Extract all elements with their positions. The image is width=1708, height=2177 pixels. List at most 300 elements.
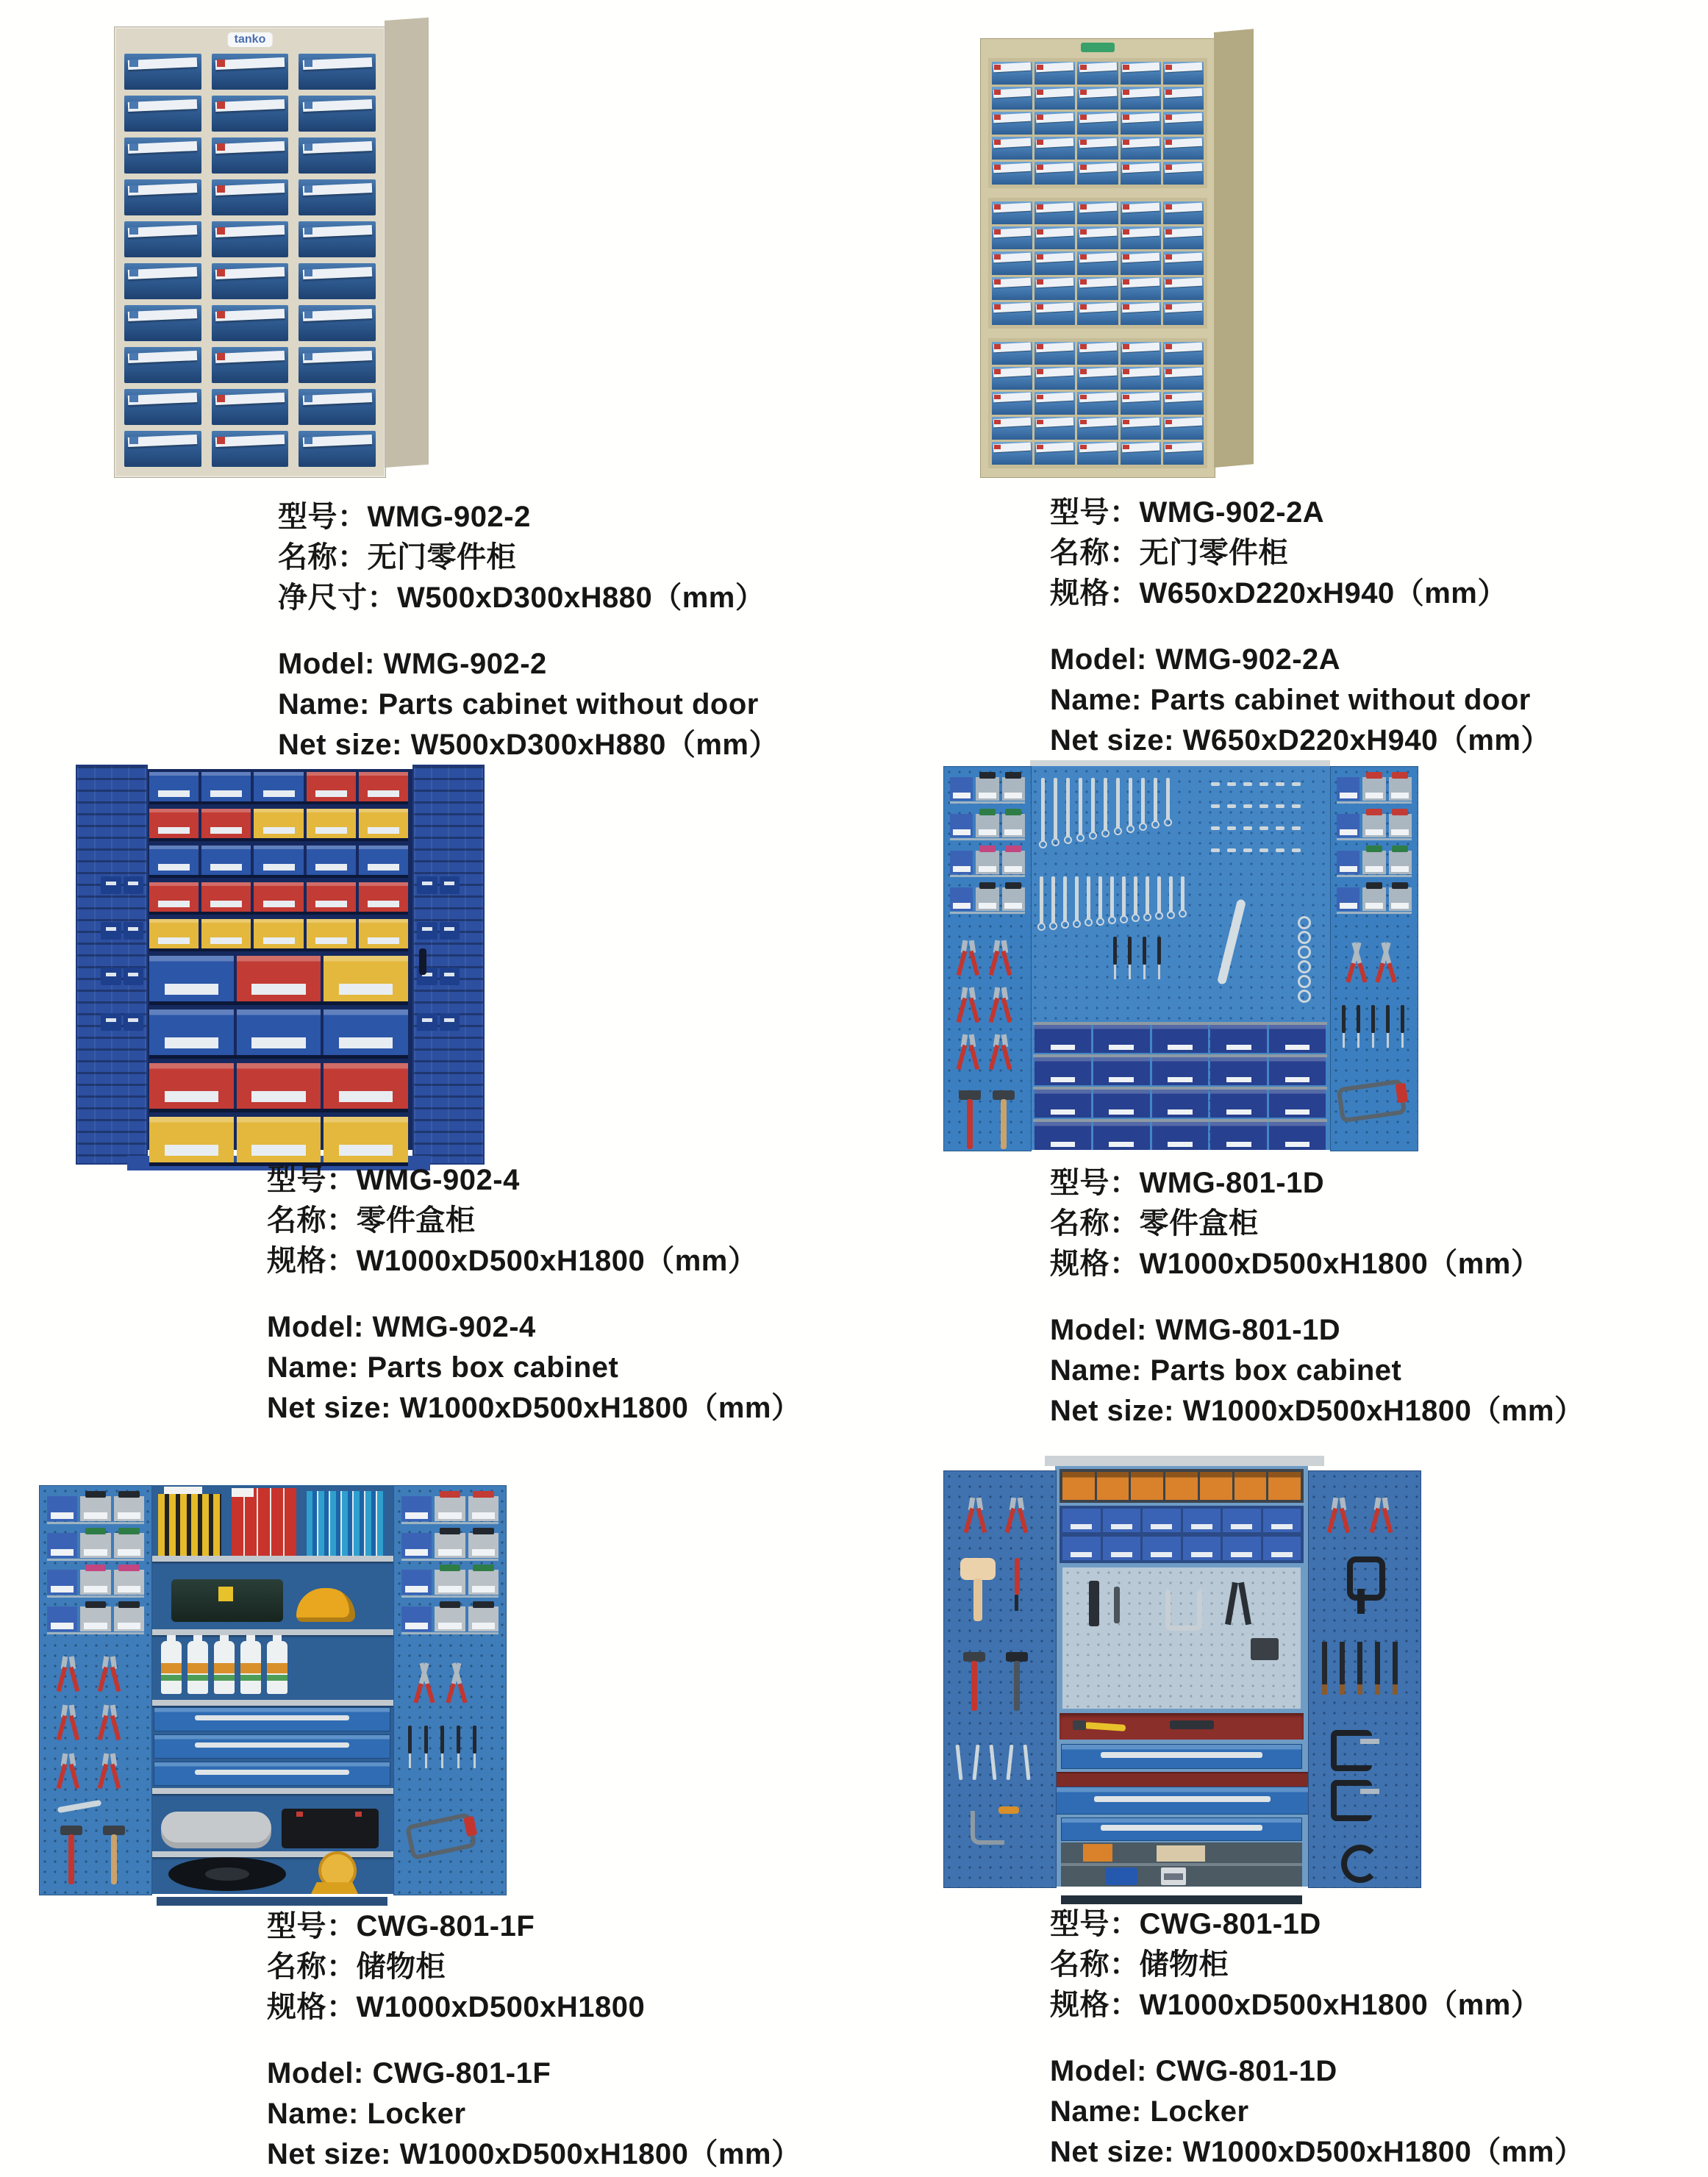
- drawer-tag: [1123, 254, 1129, 260]
- figure-part: [69, 1764, 80, 1789]
- storage-bin: [307, 919, 356, 948]
- spec-name-cn: 名称：零件盒柜: [267, 1204, 476, 1237]
- door-bin: [1002, 814, 1025, 837]
- bottle-cap: [193, 1635, 202, 1642]
- drawer-tag: [217, 60, 226, 67]
- door-bin-label: [1365, 829, 1383, 835]
- drawer-bin: [1035, 226, 1075, 249]
- drawer-tag: [1165, 344, 1172, 349]
- spec-size-en: Net size: W1000xD500xH1800（mm）: [1050, 1395, 1584, 1427]
- bin-label: [251, 1145, 305, 1156]
- door-bin-label: [405, 1586, 428, 1592]
- drawer-bin: [992, 201, 1032, 224]
- hook-hardware: [1243, 826, 1252, 830]
- door-bin-row: [1337, 777, 1412, 801]
- drawer-tag: [994, 165, 1001, 170]
- storage-bin: [1035, 1122, 1091, 1150]
- pliers-icon: [100, 1656, 119, 1695]
- spec-name-cn: 名称：无门零件柜: [1050, 537, 1288, 569]
- wrench-icon: [1039, 778, 1047, 848]
- door-bin-label: [51, 1512, 74, 1519]
- bin-label: [1285, 1045, 1310, 1051]
- door-bin-label: [444, 973, 454, 976]
- storage-bin: [1143, 1509, 1181, 1532]
- bin-contents: [473, 1565, 494, 1571]
- bin-contents: [440, 1565, 461, 1571]
- drawer-bin: [992, 137, 1032, 160]
- storage-bin: [359, 772, 408, 801]
- right-door: [1308, 1470, 1421, 1888]
- storage-bin: [149, 956, 234, 1001]
- drawer-tag: [129, 185, 138, 193]
- drawer-bin: [212, 347, 289, 383]
- drawer-bin: [299, 431, 376, 467]
- bin-contents: [979, 809, 996, 815]
- chisel: [1340, 1642, 1345, 1684]
- drawer-tag: [1123, 165, 1129, 170]
- bin-contents: [118, 1565, 140, 1571]
- drawer-bin: [992, 112, 1032, 135]
- drawer-label: [302, 141, 372, 154]
- cabinet-side: [385, 18, 429, 468]
- figure-part: [1041, 778, 1045, 842]
- storage-bin: [324, 1117, 408, 1162]
- bin-contents: [85, 1601, 107, 1608]
- drawer-tag: [1080, 65, 1087, 70]
- figure-part: [1169, 876, 1173, 912]
- door-bin-label: [953, 903, 971, 909]
- hook-hardware: [1276, 804, 1284, 808]
- c-clamp: [1331, 1780, 1372, 1821]
- bin-row: [149, 1063, 408, 1112]
- spec-model-cn: 型号：CWG-801-1F: [267, 1910, 535, 1942]
- pliers-icon: [59, 1705, 78, 1743]
- figure-part: [1114, 827, 1122, 835]
- drawer-bin: [1121, 392, 1161, 415]
- drawer-bin: [1035, 87, 1075, 110]
- screwdriver-icon: [1157, 937, 1162, 979]
- figure-part: [1357, 1005, 1360, 1033]
- bin-rail: [950, 838, 1025, 840]
- drawer-handle: [195, 1715, 349, 1720]
- figure-part: [57, 1715, 68, 1740]
- drawer-bin: [1077, 392, 1118, 415]
- door-bin-label: [106, 927, 116, 931]
- screwdriver-icon: [1385, 1005, 1390, 1048]
- screwdriver-icon: [1400, 1005, 1405, 1048]
- bottle-label: [240, 1663, 261, 1673]
- cloth-bundle: [161, 1812, 271, 1848]
- wrench-icon: [1089, 778, 1097, 840]
- drawer-bin: [1163, 87, 1204, 110]
- spec-size-cn: 规格：W1000xD500xH1800（mm）: [1050, 1989, 1541, 2021]
- pliers-icon: [966, 1498, 985, 1536]
- door-bin-label: [84, 1586, 107, 1592]
- drawer-tag: [304, 101, 313, 109]
- bin-contents: [1005, 882, 1021, 889]
- right-door: [1330, 766, 1418, 1151]
- bin-contents: [85, 1565, 107, 1571]
- spec-model-en: Model: CWG-801-1F: [267, 2057, 551, 2090]
- door-bin-label: [51, 1623, 74, 1629]
- door-bin-row: [950, 851, 1025, 874]
- drawer-bin: [124, 221, 201, 257]
- bin-label: [1168, 1045, 1193, 1051]
- hook-hardware: [1211, 826, 1220, 830]
- bin-row: [149, 772, 408, 804]
- door-bin-cluster: [101, 968, 143, 985]
- bin-rail: [47, 1559, 144, 1561]
- figure-part: [1063, 876, 1067, 922]
- hook-hardware: [1259, 826, 1268, 830]
- hammer-icon: [101, 1826, 126, 1886]
- drawer-bin: [1077, 226, 1118, 249]
- spec-model-cn: 型号：WMG-801-1D: [1050, 1167, 1325, 1199]
- drawer-bin: [212, 96, 289, 132]
- figure-part: [989, 1045, 1000, 1070]
- drawer-bin: [1077, 201, 1118, 224]
- hook-hardware: [1276, 782, 1284, 786]
- scissors-icon: [1375, 942, 1397, 983]
- door-bin-label: [472, 1623, 495, 1629]
- drawer-handle: [1101, 1825, 1262, 1831]
- bin-label: [1109, 1142, 1134, 1148]
- door-bin: [1362, 777, 1385, 801]
- bin-stack: [149, 772, 408, 1166]
- bin-label: [263, 790, 295, 798]
- door-bin-cluster: [417, 1013, 460, 1031]
- cabinet-interior: [1030, 766, 1330, 1150]
- bin-contents: [1005, 846, 1021, 852]
- storage-bin: [324, 1063, 408, 1109]
- door-bin-label: [979, 829, 996, 835]
- door-bin-label: [444, 1018, 454, 1022]
- bin-label: [210, 901, 242, 908]
- tire: [168, 1857, 286, 1891]
- door-bin-label: [1004, 903, 1022, 909]
- figure-part: [1155, 912, 1163, 920]
- bin-label: [1226, 1045, 1251, 1051]
- spec-model-en: Model: WMG-902-4: [267, 1311, 536, 1343]
- door-bin-cluster: [101, 1013, 143, 1031]
- drawer-tag: [304, 269, 313, 276]
- drawer-label: [128, 183, 198, 196]
- door-bin: [435, 1533, 465, 1558]
- figure-part: [1128, 937, 1132, 965]
- storage-bin: [149, 1063, 234, 1109]
- figure-part: [1382, 1508, 1393, 1533]
- door-bin-label: [106, 973, 116, 976]
- drawer-tag: [217, 437, 226, 444]
- saw-icon: [405, 1811, 481, 1856]
- drawer-bin: [124, 54, 201, 90]
- bin-label: [165, 1037, 218, 1048]
- drawer-label: [302, 309, 372, 321]
- drawer-bin: [1163, 392, 1204, 415]
- scissors-icon: [446, 1662, 468, 1704]
- box-group-red: [232, 1488, 296, 1556]
- spec-block-wmg-902-2: [278, 497, 779, 765]
- bin-label: [251, 1037, 305, 1048]
- drawer-tag: [1080, 420, 1087, 425]
- figure-part: [967, 1099, 973, 1149]
- bin-contents: [1366, 809, 1382, 815]
- door-bin: [950, 777, 973, 801]
- bin-contents: [979, 882, 996, 889]
- storage-bin: [1062, 1509, 1101, 1532]
- drawer-tag: [1123, 369, 1129, 374]
- storage-bin: [1097, 1472, 1129, 1500]
- bin-label: [315, 937, 347, 945]
- storage-bin: [237, 1063, 321, 1109]
- drawer-tag: [994, 445, 1001, 450]
- drawer-bin: [1035, 367, 1075, 390]
- bin-label: [1071, 1552, 1092, 1557]
- orange-box: [1083, 1844, 1112, 1862]
- drawer-bin: [992, 87, 1032, 110]
- wrench-icon: [1007, 1745, 1014, 1780]
- mallet-head: [960, 1558, 996, 1580]
- figure-part: [457, 1726, 460, 1754]
- drawer-bin: [1035, 392, 1075, 415]
- door-bin-row: [1337, 887, 1412, 911]
- drawer-tag: [1165, 445, 1172, 450]
- drawer-tag: [1165, 229, 1172, 235]
- door-bin: [47, 1496, 77, 1521]
- spec-model-cn: 型号：WMG-902-4: [267, 1164, 520, 1196]
- drawer-tag: [217, 311, 226, 318]
- door-bin: [401, 1533, 432, 1558]
- door-bin: [435, 1606, 465, 1631]
- door-bin-label: [1004, 866, 1022, 872]
- hook-hardware: [1243, 804, 1252, 808]
- door-bin: [101, 922, 121, 940]
- bottle-cap: [273, 1635, 282, 1642]
- door-bin-row: [1337, 851, 1412, 874]
- spec-gap: [1050, 2026, 1584, 2051]
- figure-part: [1340, 1508, 1351, 1533]
- figure-part: [1001, 951, 1012, 976]
- door-bin-label: [1391, 866, 1409, 872]
- drawer-tag: [1080, 204, 1087, 210]
- door-bin-label: [472, 1549, 495, 1556]
- left-door: [76, 765, 148, 1165]
- storage-bin: [359, 809, 408, 838]
- drawer-tag: [129, 395, 138, 402]
- tire-hub: [205, 1867, 249, 1881]
- storage-bin: [1103, 1509, 1141, 1532]
- figure-part: [111, 1834, 117, 1884]
- screwdriver-icon: [472, 1726, 477, 1768]
- drawer-bin: [1163, 112, 1204, 135]
- storage-bin: [1269, 1025, 1326, 1053]
- drawer-tag: [994, 90, 1001, 95]
- door-bin: [1337, 777, 1359, 801]
- carton-box: [1157, 1845, 1205, 1862]
- wrench-icon: [1108, 876, 1116, 924]
- drawer-section: [988, 58, 1207, 188]
- drawer-bin: [1163, 302, 1204, 325]
- drawer-tag: [129, 353, 138, 360]
- drawer-label: [302, 183, 372, 196]
- storage-bin: [1210, 1025, 1267, 1053]
- box-group-yellow: [158, 1494, 221, 1556]
- bin-row: [149, 846, 408, 878]
- hammer-icon: [1004, 1652, 1029, 1712]
- drawer-tag: [1123, 140, 1129, 145]
- wrench-icon: [1120, 876, 1128, 923]
- drawer-tag: [1123, 204, 1129, 210]
- shelf-bar: [151, 1851, 393, 1857]
- bin-label: [368, 827, 399, 834]
- bin-label: [315, 901, 347, 908]
- spec-name-en: Name: Parts box cabinet: [267, 1351, 619, 1384]
- door-bin: [47, 1606, 77, 1631]
- hammer-icon: [59, 1826, 84, 1886]
- drawer-bin: [1121, 342, 1161, 365]
- hook-hardware: [1292, 848, 1301, 852]
- drawer-handle: [1101, 1752, 1262, 1758]
- drawer-tag: [994, 304, 1001, 310]
- drawer-bin: [212, 305, 289, 341]
- wrench-icon: [1049, 876, 1057, 930]
- figure-part: [976, 1508, 987, 1533]
- spec-model-en: Model: WMG-902-2: [278, 648, 547, 680]
- drawer-bin: [1077, 302, 1118, 325]
- drawer-tag: [304, 353, 313, 360]
- drawer-bin: [1077, 277, 1118, 300]
- storage-bin: [307, 846, 356, 875]
- storage-bin: [1152, 1122, 1209, 1150]
- figure-part: [409, 1754, 411, 1768]
- wrench-icon: [956, 1745, 963, 1780]
- figure-part: [57, 1667, 68, 1692]
- storage-bin: [1263, 1537, 1301, 1560]
- bin-label: [1271, 1524, 1293, 1529]
- drawer-bin: [1121, 302, 1161, 325]
- drawer-bin: [1163, 251, 1204, 274]
- door-bin: [976, 887, 998, 911]
- door-bin-label: [438, 1586, 461, 1592]
- spec-size-cn: 规格：W1000xD500xH1800（mm）: [1050, 1248, 1541, 1280]
- drawer-tag: [1165, 90, 1172, 95]
- figure-part: [1014, 1661, 1020, 1711]
- bottle: [187, 1641, 208, 1694]
- figure-part: [1139, 823, 1147, 831]
- door-bin: [435, 1496, 465, 1521]
- drawer-bin: [1163, 342, 1204, 365]
- figure-part: [98, 1715, 109, 1740]
- bin-label: [1111, 1552, 1132, 1557]
- drawer-tag: [217, 185, 226, 193]
- bin-contents: [118, 1601, 140, 1608]
- pliers-icon: [991, 940, 1010, 979]
- door-bin-label: [128, 973, 138, 976]
- drawer-tag: [129, 60, 138, 67]
- drawer-tag: [994, 395, 1001, 400]
- storage-bin: [307, 809, 356, 838]
- bin-label: [165, 1091, 218, 1102]
- drawer-bin: [299, 263, 376, 299]
- drawer-label: [128, 435, 198, 447]
- hook-hardware: [1211, 804, 1220, 808]
- bin-label: [263, 901, 295, 908]
- storage-bin: [149, 809, 199, 838]
- bin-contents: [1005, 809, 1021, 815]
- spec-name-cn: 名称：储物柜: [1050, 1948, 1229, 1981]
- bottle-label: [187, 1663, 208, 1673]
- door-bin-row: [401, 1533, 499, 1558]
- figure-part: [1039, 840, 1047, 848]
- drawer-grid: [124, 54, 376, 467]
- d-grip-stem: [1357, 1589, 1365, 1614]
- drawer-bin: [1077, 112, 1118, 135]
- door-bin: [1389, 887, 1412, 911]
- drawer-bin: [212, 179, 289, 215]
- drawer-tag: [1037, 344, 1043, 349]
- storage-bin: [1062, 1472, 1095, 1500]
- drawer-bin: [1121, 277, 1161, 300]
- bin-label: [1285, 1077, 1310, 1083]
- wrench-icon: [1151, 778, 1159, 829]
- wrench-icon: [1101, 778, 1110, 837]
- bin-label: [1226, 1077, 1251, 1083]
- door-bin-cluster: [417, 876, 460, 894]
- drawer-tag: [217, 227, 226, 235]
- bin-row: [149, 956, 408, 1005]
- door-bin-label: [472, 1586, 495, 1592]
- figure-part: [1066, 778, 1070, 837]
- storage-bin: [1131, 1472, 1163, 1500]
- bin-label: [165, 1145, 218, 1156]
- drawer-bin: [212, 221, 289, 257]
- hanging-clamp: [1165, 1587, 1202, 1631]
- drawer-bin: [299, 179, 376, 215]
- pliers-icon: [959, 987, 978, 1026]
- drawer-tag: [1037, 90, 1043, 95]
- drawer-bin: [124, 431, 201, 467]
- wrench-icon: [990, 1745, 997, 1780]
- figure-part: [440, 1726, 444, 1754]
- storage-bin: [1263, 1509, 1301, 1532]
- hammer-icon: [962, 1652, 987, 1712]
- cabinet-top: [1045, 1456, 1324, 1466]
- pliers-icon: [1372, 1498, 1391, 1536]
- drawer-bin: [1077, 87, 1118, 110]
- figure-part: [969, 1045, 980, 1070]
- storage-bin: [1210, 1122, 1267, 1150]
- storage-bin: [1269, 1090, 1326, 1118]
- door-bin-row: [401, 1496, 499, 1521]
- wrench-icon: [1167, 876, 1175, 919]
- door-bin: [440, 1013, 460, 1031]
- bin-label: [1071, 1524, 1092, 1529]
- drawer-bin: [212, 137, 289, 174]
- shelf-bar: [151, 1700, 393, 1706]
- drawer-label: [215, 435, 285, 447]
- box-cap: [164, 1487, 202, 1494]
- figure-part: [1001, 998, 1012, 1023]
- spec-name-cn: 名称：零件盒柜: [1050, 1207, 1259, 1240]
- chisel-tip: [1340, 1684, 1345, 1695]
- figure-part: [1001, 1045, 1012, 1070]
- bin-contents: [118, 1491, 140, 1498]
- saw-icon: [1337, 1079, 1411, 1119]
- door-bin-label: [128, 1018, 138, 1022]
- bin-label: [1191, 1524, 1212, 1529]
- drawer-handle: [195, 1770, 349, 1775]
- bin-label: [165, 984, 218, 995]
